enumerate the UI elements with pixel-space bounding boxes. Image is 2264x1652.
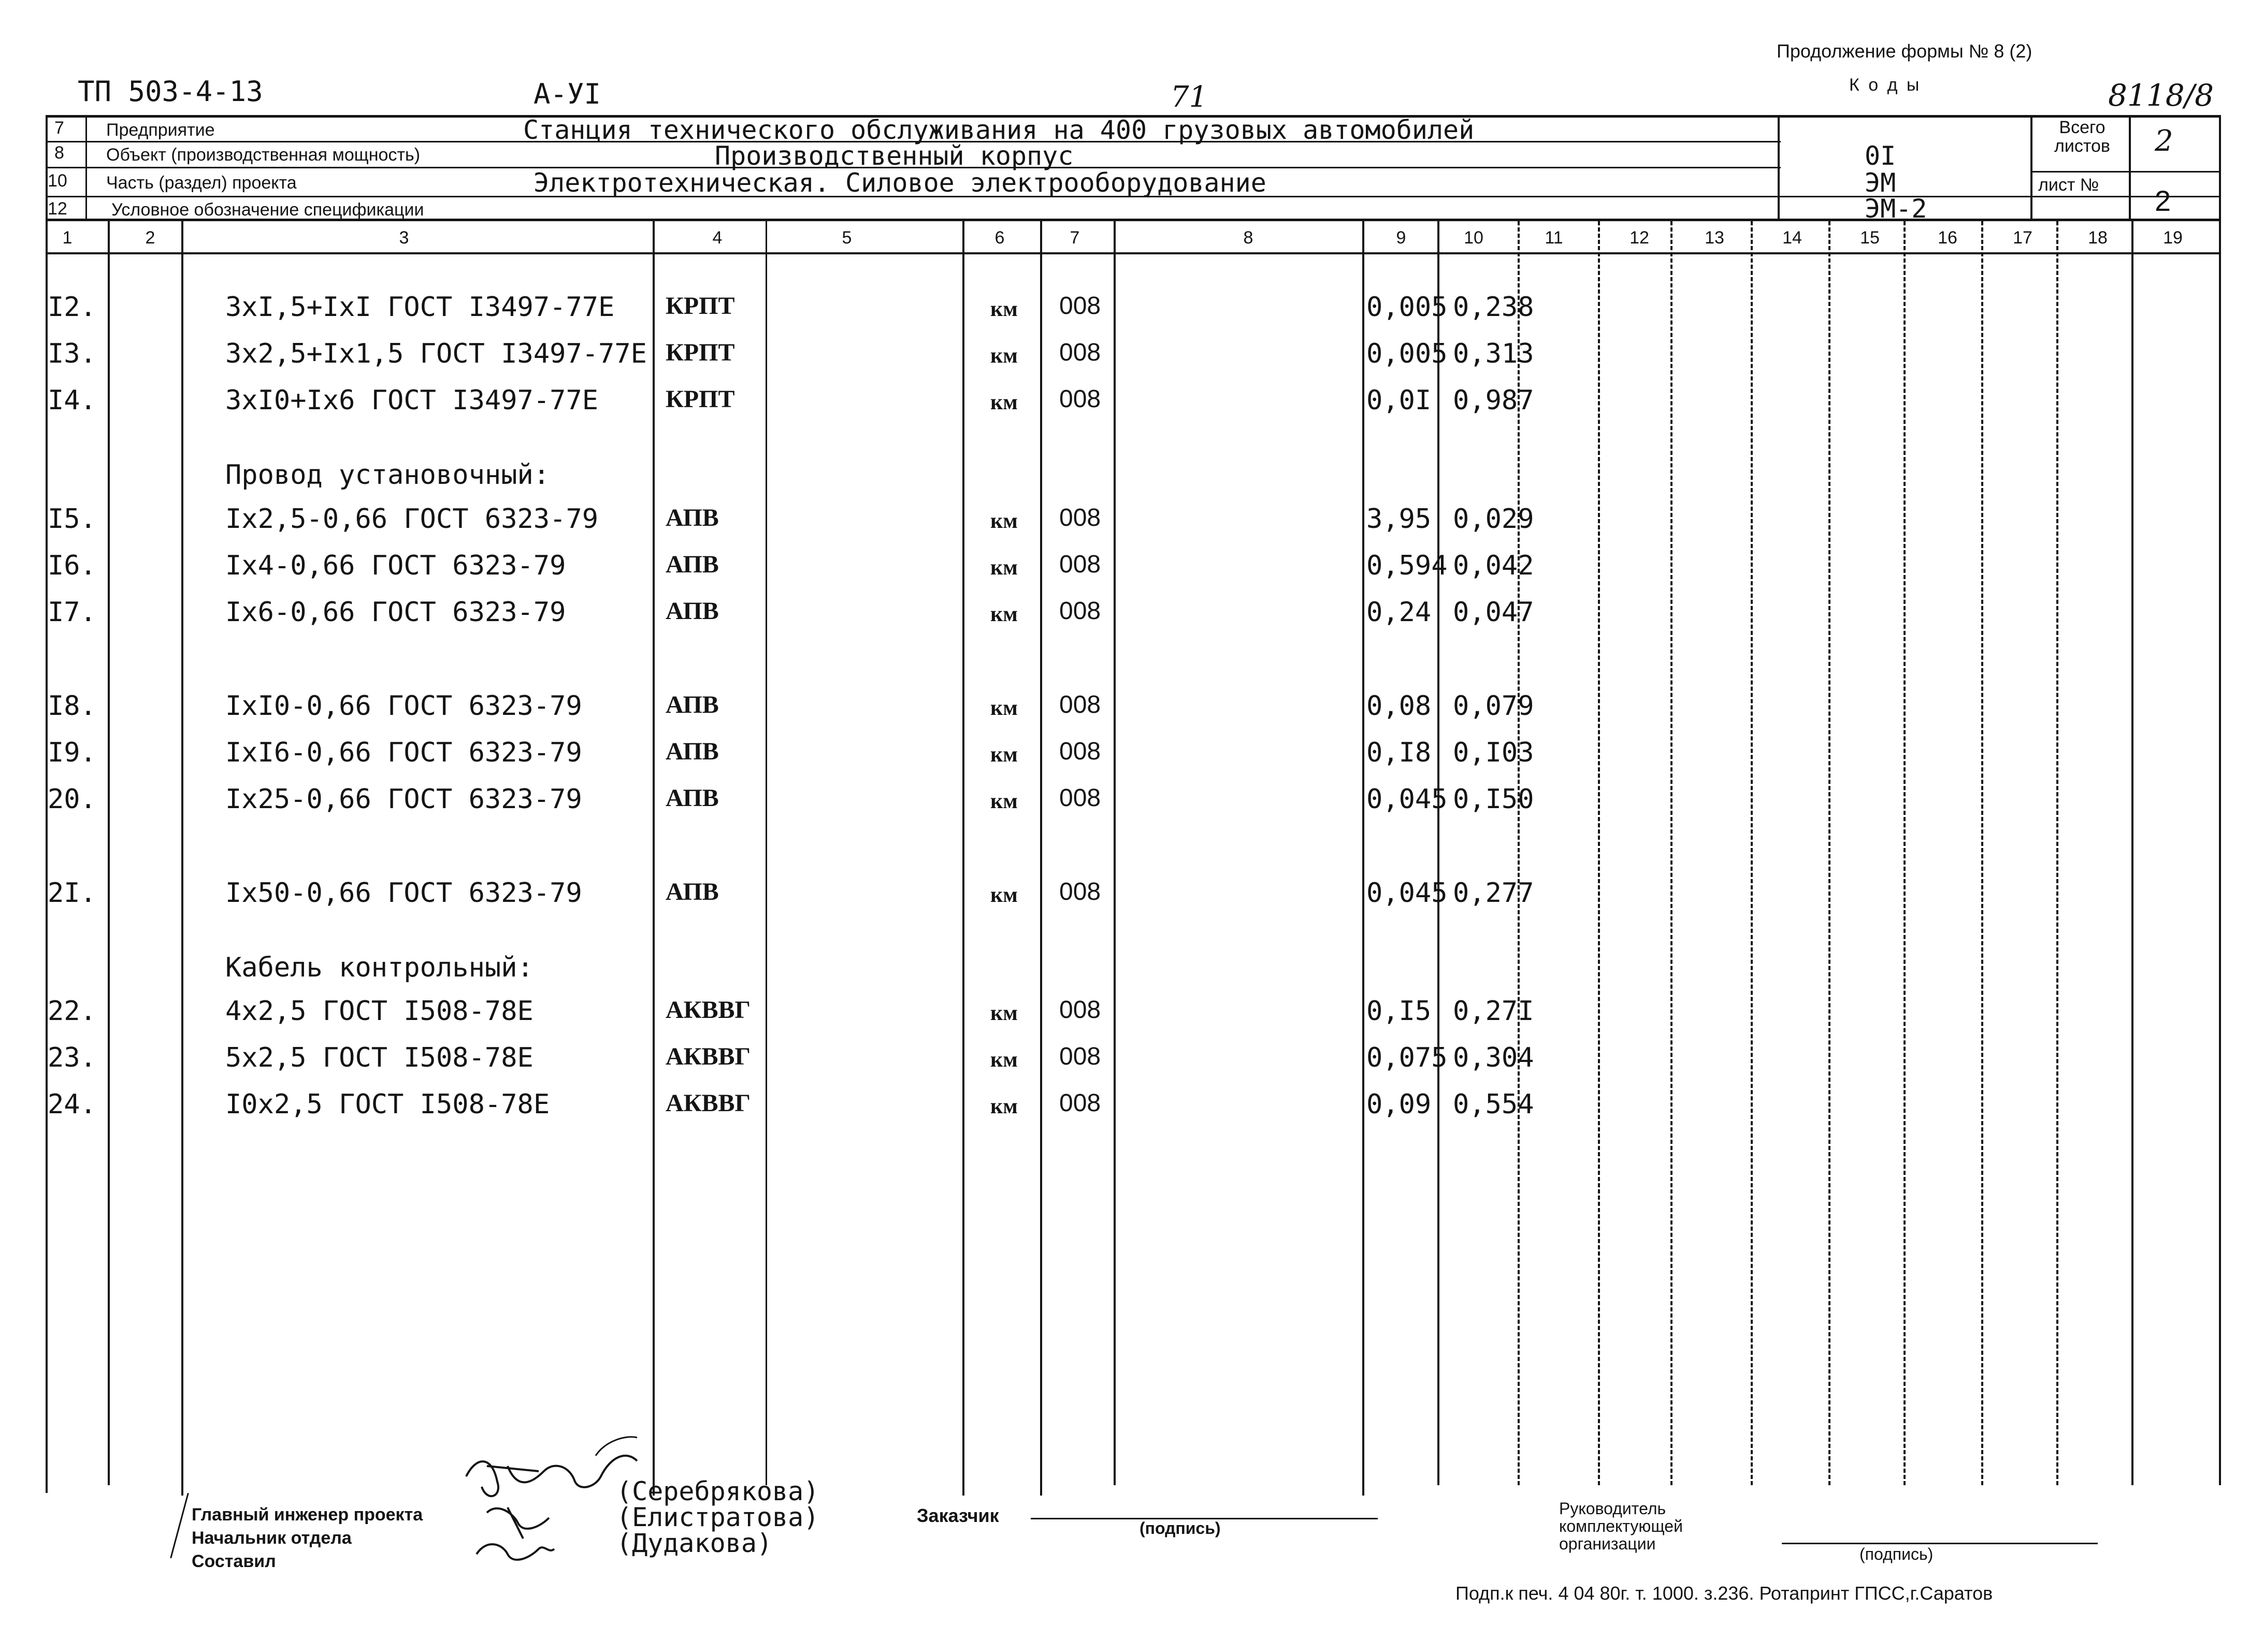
- col-num-19: 19: [2163, 228, 2183, 248]
- item-name: Ix6-0,66 ГОСТ 6323-79: [225, 597, 566, 628]
- item-col9: 0,045: [1366, 784, 1448, 815]
- total-sheets-label: Всего листов: [2054, 118, 2110, 156]
- item-col10: 0,047: [1453, 597, 1534, 628]
- item-brand: АКВВГ: [666, 1043, 751, 1070]
- item-col10: 0,313: [1453, 338, 1534, 369]
- compiled-label: Составил: [192, 1552, 276, 1571]
- row-number: 22.: [48, 996, 96, 1027]
- col-num-14: 14: [1782, 228, 1802, 248]
- col-num-11: 11: [1545, 228, 1563, 248]
- item-col9: 0,005: [1366, 338, 1448, 369]
- codes-label: К о д ы: [1849, 75, 1922, 95]
- row-number: I5.: [48, 504, 96, 535]
- item-unit: км: [990, 1095, 1018, 1118]
- item-unit-code: 008: [1059, 784, 1101, 812]
- item-unit-code: 008: [1059, 597, 1101, 625]
- col-num-10: 10: [1464, 228, 1483, 248]
- item-unit-code: 008: [1059, 878, 1101, 906]
- item-brand: КРПТ: [666, 292, 735, 320]
- item-unit-code: 008: [1059, 551, 1101, 578]
- col-num-1: 1: [62, 228, 73, 248]
- item-col9: 0,08: [1366, 691, 1432, 722]
- dept-head-label: Начальник отдела: [192, 1528, 352, 1548]
- row-number: I4.: [48, 385, 96, 416]
- col-num-18: 18: [2088, 228, 2108, 248]
- col-num-6: 6: [994, 228, 1005, 248]
- item-unit: км: [990, 509, 1018, 533]
- item-col9: 0,045: [1366, 878, 1448, 909]
- row-number: I6.: [48, 550, 96, 581]
- item-name: 3x2,5+Ix1,5 ГОСТ I3497-77Е: [225, 338, 647, 369]
- section-heading-wire: Провод установочный:: [225, 459, 550, 491]
- row-number: I7.: [48, 597, 96, 628]
- row-number: I3.: [48, 338, 96, 369]
- item-unit: км: [990, 789, 1018, 813]
- sheet-number-label: лист №: [2038, 175, 2099, 195]
- item-col10: 0,I50: [1453, 784, 1534, 815]
- col-num-7: 7: [1070, 228, 1080, 248]
- tb-label-part: Часть (раздел) проекта: [106, 173, 297, 193]
- tb-row-num-10: 10: [48, 171, 67, 191]
- row-number: 24.: [48, 1089, 96, 1120]
- item-name: I0x2,5 ГОСТ I508-78Е: [225, 1089, 550, 1120]
- item-brand: АКВВГ: [666, 996, 751, 1024]
- item-col9: 0,I5: [1366, 996, 1432, 1027]
- col-num-2: 2: [145, 228, 155, 248]
- item-unit-code: 008: [1059, 504, 1101, 531]
- col-num-3: 3: [399, 228, 409, 248]
- sheet-number-value: 2: [2155, 184, 2171, 217]
- tb-row-num-12: 12: [48, 199, 67, 219]
- row-number: I9.: [48, 737, 96, 768]
- customer-label: Заказчик: [917, 1505, 999, 1526]
- item-name: Ix25-0,66 ГОСТ 6323-79: [225, 784, 582, 815]
- item-col10: 0,304: [1453, 1042, 1534, 1073]
- item-name: Ix2,5-0,66 ГОСТ 6323-79: [225, 504, 599, 535]
- supplier-signature-line: [1782, 1543, 2098, 1544]
- row-number: 23.: [48, 1042, 96, 1073]
- item-unit-code: 008: [1059, 385, 1101, 413]
- total-sheets-value: 2: [2155, 124, 2173, 158]
- item-unit: км: [990, 556, 1018, 580]
- item-brand: АПВ: [666, 878, 719, 906]
- section-heading-control-cable: Кабель контрольный:: [225, 952, 533, 983]
- item-brand: АПВ: [666, 784, 719, 812]
- item-brand: АПВ: [666, 691, 719, 719]
- item-name: 5x2,5 ГОСТ I508-78Е: [225, 1042, 533, 1073]
- chief-engineer-label: Главный инженер проекта: [192, 1505, 423, 1525]
- item-unit-code: 008: [1059, 339, 1101, 366]
- item-col10: 0,238: [1453, 292, 1534, 323]
- item-unit-code: 008: [1059, 1043, 1101, 1070]
- chief-engineer-name: (Серебрякова): [616, 1476, 819, 1506]
- item-name: Ix50-0,66 ГОСТ 6323-79: [225, 878, 582, 909]
- item-unit: км: [990, 391, 1018, 414]
- item-unit: км: [990, 883, 1018, 907]
- item-unit-code: 008: [1059, 996, 1101, 1024]
- tb-label-object: Объект (производственная мощность): [106, 145, 421, 165]
- col-num-17: 17: [2013, 228, 2032, 248]
- col-num-15: 15: [1860, 228, 1880, 248]
- continuation-note: Продолжение формы № 8 (2): [1777, 40, 2032, 62]
- item-col10: 0,079: [1453, 691, 1534, 722]
- item-col10: 0,042: [1453, 550, 1534, 581]
- item-unit: км: [990, 1001, 1018, 1025]
- tb-row-num-8: 8: [54, 143, 64, 163]
- item-name: Ix4-0,66 ГОСТ 6323-79: [225, 550, 566, 581]
- item-name: 3xI0+Ix6 ГОСТ I3497-77Е: [225, 385, 599, 416]
- item-col10: 0,I03: [1453, 737, 1534, 768]
- item-col10: 0,554: [1453, 1089, 1534, 1120]
- item-unit-code: 008: [1059, 738, 1101, 765]
- item-col10: 0,27I: [1453, 996, 1534, 1027]
- tb-value-enterprise: Станция технического обслуживания на 400 грузовых автомобилей: [523, 115, 1475, 145]
- tb-value-part: Электротехническая. Силовое электрооборудование: [533, 168, 1266, 198]
- item-name: 3xI,5+IxI ГОСТ I3497-77Е: [225, 292, 615, 323]
- item-name: 4x2,5 ГОСТ I508-78Е: [225, 996, 533, 1027]
- item-col9: 0,I8: [1366, 737, 1432, 768]
- item-unit-code: 008: [1059, 292, 1101, 320]
- col-num-8: 8: [1243, 228, 1253, 248]
- item-unit: км: [990, 743, 1018, 767]
- item-col9: 0,0I: [1366, 385, 1432, 416]
- col-num-4: 4: [712, 228, 723, 248]
- item-unit: км: [990, 696, 1018, 720]
- col-num-9: 9: [1396, 228, 1406, 248]
- item-unit-code: 008: [1059, 1089, 1101, 1117]
- item-brand: КРПТ: [666, 339, 735, 366]
- row-number: 20.: [48, 784, 96, 815]
- col-num-5: 5: [842, 228, 852, 248]
- item-unit: км: [990, 297, 1018, 321]
- item-brand: КРПТ: [666, 385, 735, 413]
- page-number: 71: [1171, 80, 1208, 114]
- item-col9: 0,09: [1366, 1089, 1432, 1120]
- item-unit: км: [990, 1048, 1018, 1072]
- supplier-head-label: Руководитель комплектующей организации: [1559, 1499, 1683, 1553]
- item-brand: АПВ: [666, 504, 719, 531]
- item-name: IxI0-0,66 ГОСТ 6323-79: [225, 691, 582, 722]
- item-col9: 0,24: [1366, 597, 1432, 628]
- item-brand: АПВ: [666, 597, 719, 625]
- tb-label-designation: Условное обозначение спецификации: [111, 200, 424, 220]
- item-brand: АКВВГ: [666, 1089, 751, 1117]
- item-brand: АПВ: [666, 738, 719, 765]
- row-number: I8.: [48, 691, 96, 722]
- item-unit: км: [990, 602, 1018, 626]
- inventory-number: 8118/8: [2108, 78, 2214, 113]
- tb-value-object: Производственный корпус: [715, 141, 1074, 171]
- doc-code: ТП 503-4-13: [78, 75, 263, 108]
- item-col10: 0,277: [1453, 878, 1534, 909]
- album-label: А-УI: [533, 78, 601, 110]
- row-number: 2I.: [48, 878, 96, 909]
- item-col9: 3,95: [1366, 504, 1432, 535]
- item-unit-code: 008: [1059, 691, 1101, 719]
- item-name: IxI6-0,66 ГОСТ 6323-79: [225, 737, 582, 768]
- item-col9: 0,075: [1366, 1042, 1448, 1073]
- tb-code-object: 0I: [1865, 141, 1896, 171]
- supplier-signature-hint: (подпись): [1859, 1545, 1934, 1563]
- item-col9: 0,005: [1366, 292, 1448, 323]
- item-col10: 0,029: [1453, 504, 1534, 535]
- row-number: I2.: [48, 292, 96, 323]
- col-num-13: 13: [1705, 228, 1724, 248]
- customer-signature-hint: (подпись): [1140, 1519, 1221, 1538]
- item-col9: 0,594: [1366, 550, 1448, 581]
- tb-code-designation: ЭМ-2: [1865, 194, 1927, 224]
- col-num-16: 16: [1938, 228, 1957, 248]
- compiled-name: (Дудакова): [616, 1528, 773, 1558]
- tb-row-num-7: 7: [54, 118, 64, 138]
- dept-head-name: (Елистратова): [616, 1502, 819, 1532]
- print-info: Подп.к печ. 4 04 80г. т. 1000. з.236. Ротапринт ГПСС,г.Саратов: [1455, 1583, 1993, 1604]
- item-brand: АПВ: [666, 551, 719, 578]
- col-num-12: 12: [1629, 228, 1649, 248]
- tb-code-part: ЭМ: [1865, 168, 1896, 198]
- item-unit: км: [990, 344, 1018, 368]
- tb-label-enterprise: Предприятие: [106, 120, 215, 140]
- item-col10: 0,987: [1453, 385, 1534, 416]
